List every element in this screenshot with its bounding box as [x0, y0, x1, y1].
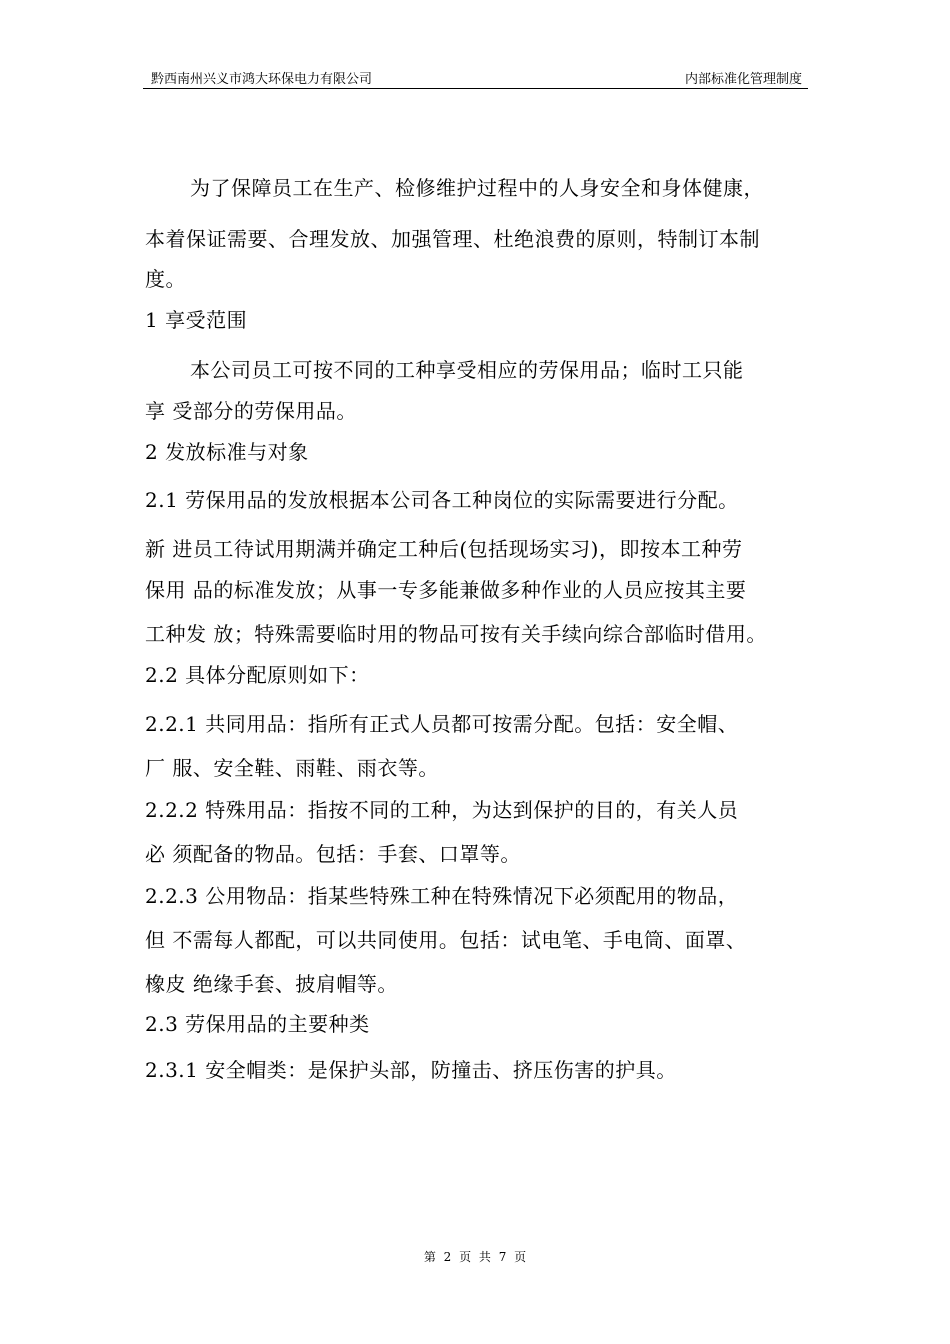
body-line: 工种发 放；特殊需要临时用的物品可按有关手续向综合部临时借用。: [145, 622, 767, 646]
body-line: 保用 品的标准发放；从事一专多能兼做多种作业的人员应按其主要: [145, 578, 747, 602]
body-line: 但 不需每人都配，可以共同使用。包括：试电笔、手电筒、面罩、: [145, 928, 747, 952]
body-line: 享 受部分的劳保用品。: [145, 399, 357, 423]
section-heading: 2 发放标准与对象: [145, 440, 309, 464]
header-document-title: 内部标准化管理制度: [684, 72, 802, 87]
body-line: 本着保证需要、合理发放、加强管理、杜绝浪费的原则，特制订本制: [145, 227, 760, 251]
section-heading: 1 享受范围: [145, 308, 248, 332]
body-line: 橡皮 绝缘手套、披肩帽等。: [145, 972, 398, 996]
body-line: 度。: [145, 267, 186, 291]
body-line: 必 须配备的物品。包括：手套、口罩等。: [145, 842, 521, 866]
page-header: [143, 62, 808, 89]
body-line: 2.2.1 共同用品：指所有正式人员都可按需分配。包括：安全帽、: [145, 712, 739, 736]
body-line: 厂 服、安全鞋、雨鞋、雨衣等。: [145, 756, 439, 780]
page-number-footer: 第 2 页 共 7 页: [423, 1250, 527, 1264]
body-line: 2.1 劳保用品的发放根据本公司各工种岗位的实际需要进行分配。: [145, 488, 739, 512]
body-line: 2.2.2 特殊用品：指按不同的工种，为达到保护的目的，有关人员: [145, 798, 739, 822]
body-line: 为了保障员工在生产、检修维护过程中的人身安全和身体健康，: [190, 176, 764, 200]
section-heading: 2.3 劳保用品的主要种类: [145, 1012, 370, 1036]
body-line: 本公司员工可按不同的工种享受相应的劳保用品；临时工只能: [190, 358, 744, 382]
body-line: 新 进员工待试用期满并确定工种后(包括现场实习)，即按本工种劳: [145, 537, 743, 561]
body-line: 2.3.1 安全帽类：是保护头部，防撞击、挤压伤害的护具。: [145, 1058, 677, 1082]
body-line: 2.2.3 公用物品：指某些特殊工种在特殊情况下必须配用的物品，: [145, 884, 739, 908]
section-heading: 2.2 具体分配原则如下：: [145, 663, 370, 687]
header-company-name: 黔西南州兴义市鸿大环保电力有限公司: [151, 72, 373, 87]
